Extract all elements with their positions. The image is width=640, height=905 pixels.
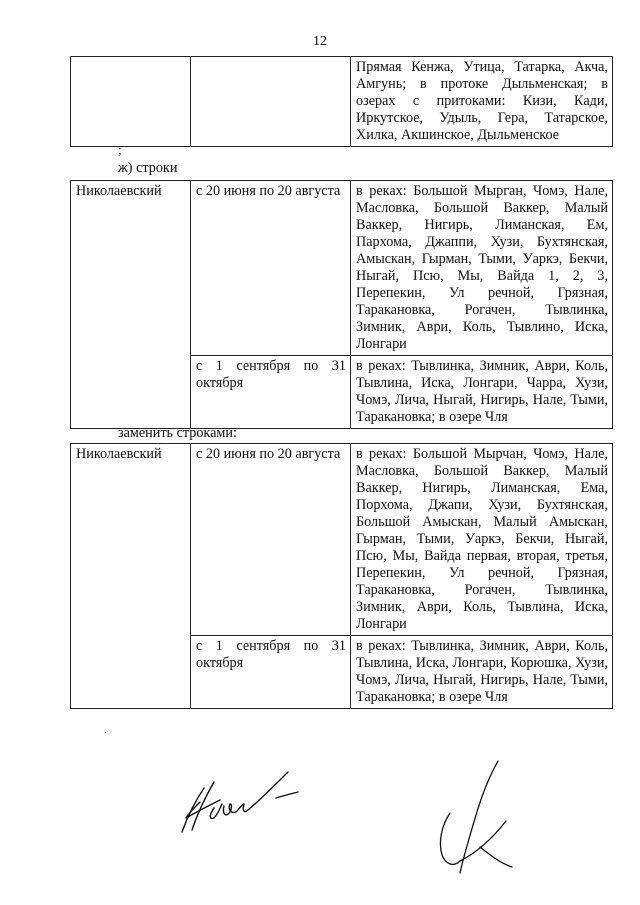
waters-cell: в реках: Тывлинка, Зимник, Аври, Коль, Тывлина, Иска, Лонгари, Корюшка, Хузи, Чомэ, Лича, Ныгай, Нигирь, Нале, Тыми, Таракановка; в озере Чля bbox=[351, 636, 613, 709]
label-new-rows: заменить строками: bbox=[118, 425, 237, 441]
page-number: 12 bbox=[313, 34, 327, 49]
waters-cell: в реках: Большой Мырчан, Чомэ, Нале, Масловка, Большой Ваккер, Малый Ваккер, Нигирь, Лиманская, Ема, Порхома, Джапи, Хузи, Бухтянская, Большой Амыскан, Малый Амыскан, Гырман, Тыми, Уаркэ, Бекчи, Ныгай, Псю, Мы, Вайда первая, вторая, третья, Перепекин, Ул речной, Грязная, Таракановка, Рогачен, Тывлинка, Зимник, Аври, Коль, Тывлина, Иска, Лонгари bbox=[351, 444, 613, 636]
handwritten-signature-right bbox=[420, 755, 530, 880]
table-new-rows bbox=[70, 443, 613, 709]
period-cell: с 20 июня по 20 августа bbox=[191, 181, 351, 356]
district-cell: Николаевский bbox=[71, 181, 191, 429]
waters-cell: в реках: Большой Мырган, Чомэ, Нале, Масловка, Большой Ваккер, Малый Ваккер, Нигирь, Лиманская, Ем, Пархома, Джаппи, Хузи, Бухтянская, Амыскан, Гырман, Тыми, Уаркэ, Бекчи, Ныгай, Псю, Мы, Вайда 1, 2, 3, Перепекин, Ул речной, Грязная, Таракановка, Рогачен, Тывлинка, Зимник, Аври, Коль, Тывлино, Иска, Лонгари bbox=[351, 181, 613, 356]
district-cell bbox=[71, 57, 191, 147]
waters-cell: в реках: Тывлинка, Зимник, Аври, Коль, Тывлина, Иска, Лонгари, Чарра, Хузи, Чомэ, Лича, Ныгай, Нигирь, Нале, Тыми, Таракановка; в озере Чля bbox=[351, 356, 613, 429]
waters-cell: Прямая Кенжа, Утица, Татарка, Акча, Амгунь; в протоке Дыльменская; в озерах с притоками: Кизи, Кади, Иркутское, Удыль, Гера, Татарское, Хилка, Акшинское, Дыльменское bbox=[351, 57, 613, 147]
table-old-rows bbox=[70, 180, 613, 429]
table-continuation bbox=[70, 56, 613, 147]
bullet-mark: . bbox=[104, 722, 107, 736]
table-row bbox=[71, 181, 613, 356]
period-cell: с 20 июня по 20 августа bbox=[191, 444, 351, 636]
table-row bbox=[71, 444, 613, 636]
handwritten-signature-left bbox=[170, 760, 320, 840]
period-cell bbox=[191, 57, 351, 147]
table-row bbox=[71, 57, 613, 147]
period-cell: с 1 сентября по 31 октября bbox=[191, 636, 351, 709]
period-cell: с 1 сентября по 31 октября bbox=[191, 356, 351, 429]
district-cell: Николаевский bbox=[71, 444, 191, 709]
label-old-rows: ж) строки bbox=[118, 160, 178, 176]
semicolon-mark: ; bbox=[118, 142, 122, 157]
